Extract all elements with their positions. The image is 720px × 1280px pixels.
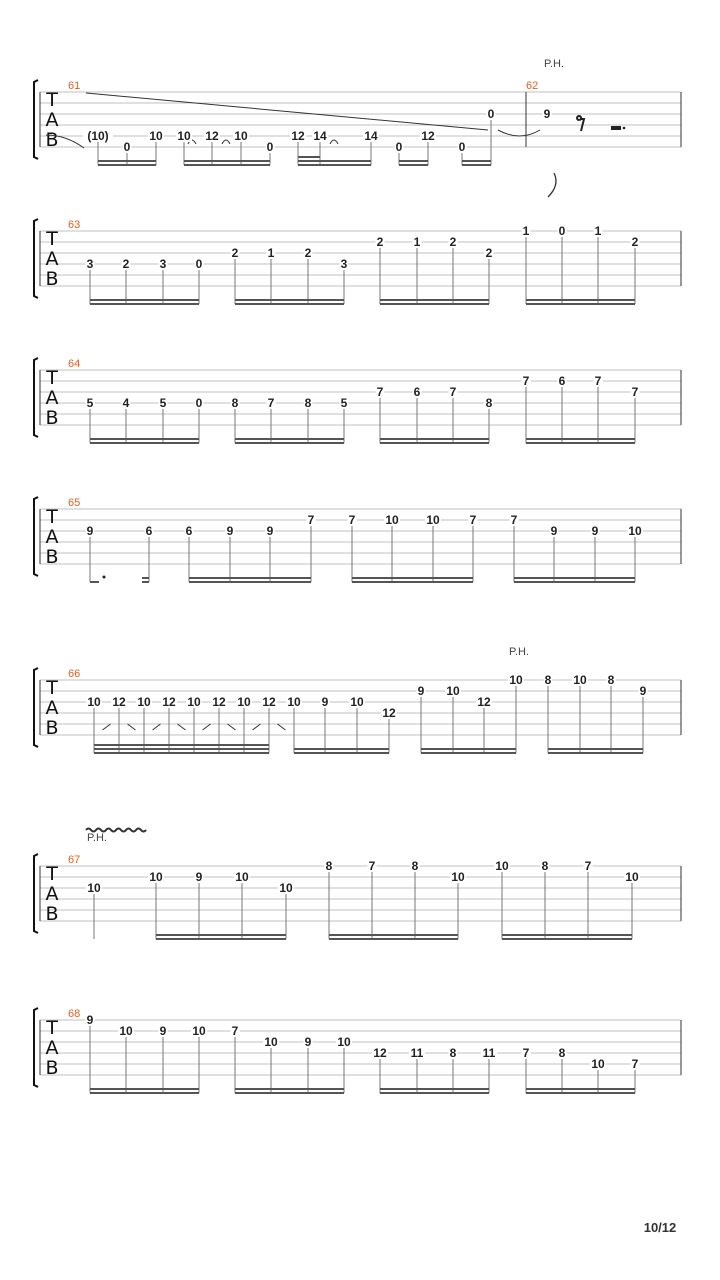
fret-number: 9	[195, 870, 203, 884]
fret-number: 11	[410, 1046, 424, 1060]
fret-number: 7	[368, 859, 376, 873]
fret-number: 7	[449, 385, 457, 399]
bend-arc	[222, 140, 230, 144]
beam	[298, 156, 320, 158]
measure-number: 66	[68, 668, 81, 680]
fret-number: 1	[413, 235, 421, 249]
beam	[294, 748, 389, 750]
tab-clef-letter: A	[45, 697, 59, 719]
system-bracket	[34, 80, 38, 159]
fret-number: 10	[235, 870, 249, 884]
fret-number: 5	[86, 396, 94, 410]
fret-number: 8	[541, 859, 549, 873]
page-number: 10/12	[643, 1220, 677, 1235]
beam	[526, 438, 635, 440]
fret-number: 7	[510, 513, 518, 527]
beam	[189, 581, 311, 583]
beam	[298, 160, 371, 162]
tab-clef-letter: A	[45, 109, 59, 131]
fret-number: 10	[234, 129, 248, 143]
slide-mark	[178, 724, 186, 730]
fret-number: 0	[195, 396, 203, 410]
fret-number: 9	[550, 524, 558, 538]
fret-number: 2	[485, 246, 493, 260]
beam	[156, 934, 286, 936]
fret-number: 10	[149, 870, 163, 884]
beam	[329, 938, 458, 940]
fret-number: 7	[522, 374, 530, 388]
fret-number: 8	[304, 396, 312, 410]
beam	[352, 581, 473, 583]
fret-number: 7	[631, 1057, 639, 1071]
fret-number: 9	[639, 684, 647, 698]
fret-number: 10	[625, 870, 639, 884]
fret-number: 10	[509, 673, 523, 687]
tab-clef-letter: T	[46, 367, 58, 389]
fret-number: 9	[226, 524, 234, 538]
fret-number: 8	[231, 396, 239, 410]
beam	[235, 438, 344, 440]
beam	[189, 577, 311, 579]
fret-number: 10	[628, 524, 642, 538]
fret-number: 11	[482, 1046, 496, 1060]
system-bracket	[34, 219, 38, 298]
beam	[462, 164, 491, 166]
beam	[294, 752, 389, 754]
beam	[98, 164, 156, 166]
tie	[498, 130, 540, 136]
tab-clef-letter: T	[46, 863, 58, 885]
beam	[502, 938, 632, 940]
beam	[526, 1088, 635, 1090]
fret-number: 12	[162, 695, 176, 709]
fret-number: 10	[192, 1024, 206, 1038]
fret-number: 0	[487, 107, 495, 121]
beam	[526, 1092, 635, 1094]
bend-arc	[330, 140, 338, 144]
beam	[380, 299, 489, 301]
fret-number: 9	[159, 1024, 167, 1038]
rhythm-dot	[623, 127, 626, 130]
system-bracket	[34, 854, 38, 933]
beam	[94, 744, 269, 746]
fret-number: 9	[591, 524, 599, 538]
fret-number: 12	[112, 695, 126, 709]
fret-number: 7	[307, 513, 315, 527]
beam	[90, 1092, 199, 1094]
fret-number: 5	[159, 396, 167, 410]
beam	[352, 577, 473, 579]
fret-number: 10	[119, 1024, 133, 1038]
beam	[421, 748, 516, 750]
tab-clef-letter: T	[46, 677, 58, 699]
slide-mark	[128, 724, 136, 730]
fret-number: 10	[446, 684, 460, 698]
fret-number: 2	[231, 246, 239, 260]
beam	[235, 1088, 344, 1090]
tab-clef-letter: B	[45, 903, 59, 925]
fret-number: 7	[631, 385, 639, 399]
fret-number: 2	[449, 235, 457, 249]
pinch-harmonic-label: P.H.	[544, 58, 564, 70]
fret-number: 12	[291, 129, 305, 143]
beam	[90, 1088, 199, 1090]
fret-number: 0	[458, 140, 466, 154]
fret-number: 2	[631, 235, 639, 249]
fret-number: 0	[123, 140, 131, 154]
beam	[548, 752, 643, 754]
fret-number: 12	[212, 695, 226, 709]
tab-clef-letter: B	[45, 546, 59, 568]
fret-number: (10)	[87, 129, 109, 143]
fret-number: 10	[137, 695, 151, 709]
fret-number: 10	[87, 881, 101, 895]
rhythm-dot	[103, 576, 106, 579]
fret-number: 9	[304, 1035, 312, 1049]
fret-number: 9	[266, 524, 274, 538]
fret-number: 10	[573, 673, 587, 687]
fret-number: 14	[364, 129, 378, 143]
fret-number: 8	[558, 1046, 566, 1060]
fret-number: 10	[495, 859, 509, 873]
beam	[235, 299, 344, 301]
beam	[526, 442, 635, 444]
fret-number: 8	[544, 673, 552, 687]
pinch-harmonic-label: P.H.	[87, 832, 107, 844]
beam	[526, 303, 635, 305]
beam	[380, 1088, 489, 1090]
tab-clef-letter: A	[45, 526, 59, 548]
beam	[156, 938, 286, 940]
fret-number: 3	[86, 257, 94, 271]
fret-number: 10	[426, 513, 440, 527]
eighth-rest-icon	[577, 116, 584, 131]
fret-number: 6	[145, 524, 153, 538]
fret-number: 12	[205, 129, 219, 143]
vibrato-icon	[86, 829, 146, 832]
fret-number: 3	[340, 257, 348, 271]
tab-clef-letter: T	[46, 506, 58, 528]
beam	[142, 581, 149, 583]
fret-number: 8	[411, 859, 419, 873]
fret-number: 0	[266, 140, 274, 154]
system-bracket	[34, 668, 38, 747]
beam	[514, 577, 635, 579]
fret-number: 8	[485, 396, 493, 410]
measure-number: 68	[68, 1008, 81, 1020]
beam	[90, 438, 199, 440]
fret-number: 7	[348, 513, 356, 527]
beam	[235, 442, 344, 444]
tab-clef-letter: A	[45, 883, 59, 905]
beam	[235, 303, 344, 305]
beam	[184, 164, 270, 166]
tab-clef-letter: B	[45, 1057, 59, 1079]
fret-number: 8	[325, 859, 333, 873]
fret-number: 10	[87, 695, 101, 709]
beam	[142, 577, 149, 579]
beam	[184, 160, 270, 162]
slide-mark	[228, 724, 236, 730]
fret-number: 6	[413, 385, 421, 399]
tab-clef-letter: A	[45, 248, 59, 270]
measure-number: 64	[68, 358, 81, 370]
fret-number: 7	[584, 859, 592, 873]
tab-clef-letter: B	[45, 268, 59, 290]
fret-number: 9	[86, 1013, 94, 1027]
beam	[298, 164, 371, 166]
beam	[514, 581, 635, 583]
fret-number: 12	[421, 129, 435, 143]
fret-number: 9	[321, 695, 329, 709]
tab-clef-letter: B	[45, 129, 59, 151]
fret-number: 7	[522, 1046, 530, 1060]
fret-number: 2	[304, 246, 312, 260]
slide-mark	[203, 724, 211, 730]
fret-number: 9	[417, 684, 425, 698]
fret-number: 12	[373, 1046, 387, 1060]
beam	[94, 752, 269, 754]
fret-number: 7	[594, 374, 602, 388]
fret-number: 0	[395, 140, 403, 154]
fret-number: 10	[237, 695, 251, 709]
beam	[462, 160, 491, 162]
beam	[98, 160, 156, 162]
fret-number: 10	[149, 129, 163, 143]
fret-number: 12	[382, 706, 396, 720]
fret-number: 10	[177, 129, 191, 143]
fret-number: 10	[385, 513, 399, 527]
measure-number: 67	[68, 854, 81, 866]
beam	[329, 934, 458, 936]
fret-number: 0	[195, 257, 203, 271]
fret-number: 9	[86, 524, 94, 538]
tab-clef-letter: A	[45, 387, 59, 409]
beam	[502, 934, 632, 936]
beam	[235, 1092, 344, 1094]
beam	[380, 442, 489, 444]
fret-number: 10	[591, 1057, 605, 1071]
beam	[380, 438, 489, 440]
fret-number: 1	[522, 224, 530, 238]
beam	[94, 748, 269, 750]
beam	[421, 752, 516, 754]
fret-number: 9	[543, 107, 551, 121]
slide-mark	[153, 724, 161, 730]
fret-number: 6	[185, 524, 193, 538]
fret-number: 7	[469, 513, 477, 527]
system-bracket	[34, 1008, 38, 1087]
fret-number: 10	[337, 1035, 351, 1049]
fret-number: 10	[187, 695, 201, 709]
beam	[548, 748, 643, 750]
tab-clef-letter: B	[45, 407, 59, 429]
measure-number: 61	[68, 80, 81, 92]
tab-clef-letter: T	[46, 1017, 58, 1039]
pinch-harmonic-label: P.H.	[509, 646, 529, 658]
fret-number: 1	[267, 246, 275, 260]
fret-number: 8	[449, 1046, 457, 1060]
fret-number: 10	[451, 870, 465, 884]
beam	[399, 164, 428, 166]
system-bracket	[34, 497, 38, 576]
fret-number: 12	[262, 695, 276, 709]
tab-clef-letter: T	[46, 89, 58, 111]
fret-number: 0	[558, 224, 566, 238]
beam	[526, 299, 635, 301]
fret-number: 3	[159, 257, 167, 271]
measure-number: 65	[68, 497, 81, 509]
measure-number: 62	[526, 80, 539, 92]
fret-number: 10	[350, 695, 364, 709]
slide-mark	[103, 724, 111, 730]
measure-number: 63	[68, 219, 81, 231]
fret-number: 2	[376, 235, 384, 249]
fret-number: 2	[122, 257, 130, 271]
fret-number: 12	[477, 695, 491, 709]
fret-number: 5	[340, 396, 348, 410]
fret-number: 6	[558, 374, 566, 388]
beam	[90, 581, 99, 583]
beam	[380, 1092, 489, 1094]
fret-number: 7	[231, 1024, 239, 1038]
fret-number: 8	[607, 673, 615, 687]
rest-icon	[611, 126, 621, 130]
slide-mark	[278, 724, 286, 730]
flag	[548, 173, 556, 197]
tab-clef-letter: B	[45, 717, 59, 739]
beam	[90, 303, 199, 305]
beam	[90, 299, 199, 301]
fret-number: 4	[122, 396, 130, 410]
fret-number: 7	[267, 396, 275, 410]
slide-line	[86, 93, 488, 130]
system-bracket	[34, 358, 38, 437]
beam	[90, 442, 199, 444]
fret-number: 7	[376, 385, 384, 399]
fret-number: 14	[313, 129, 327, 143]
beam	[380, 303, 489, 305]
fret-number: 10	[287, 695, 301, 709]
beam	[399, 160, 428, 162]
fret-number: 1	[594, 224, 602, 238]
tab-clef-letter: A	[45, 1037, 59, 1059]
fret-number: 10	[264, 1035, 278, 1049]
fret-number: 10	[279, 881, 293, 895]
slide-mark	[253, 724, 261, 730]
tab-clef-letter: T	[46, 228, 58, 250]
